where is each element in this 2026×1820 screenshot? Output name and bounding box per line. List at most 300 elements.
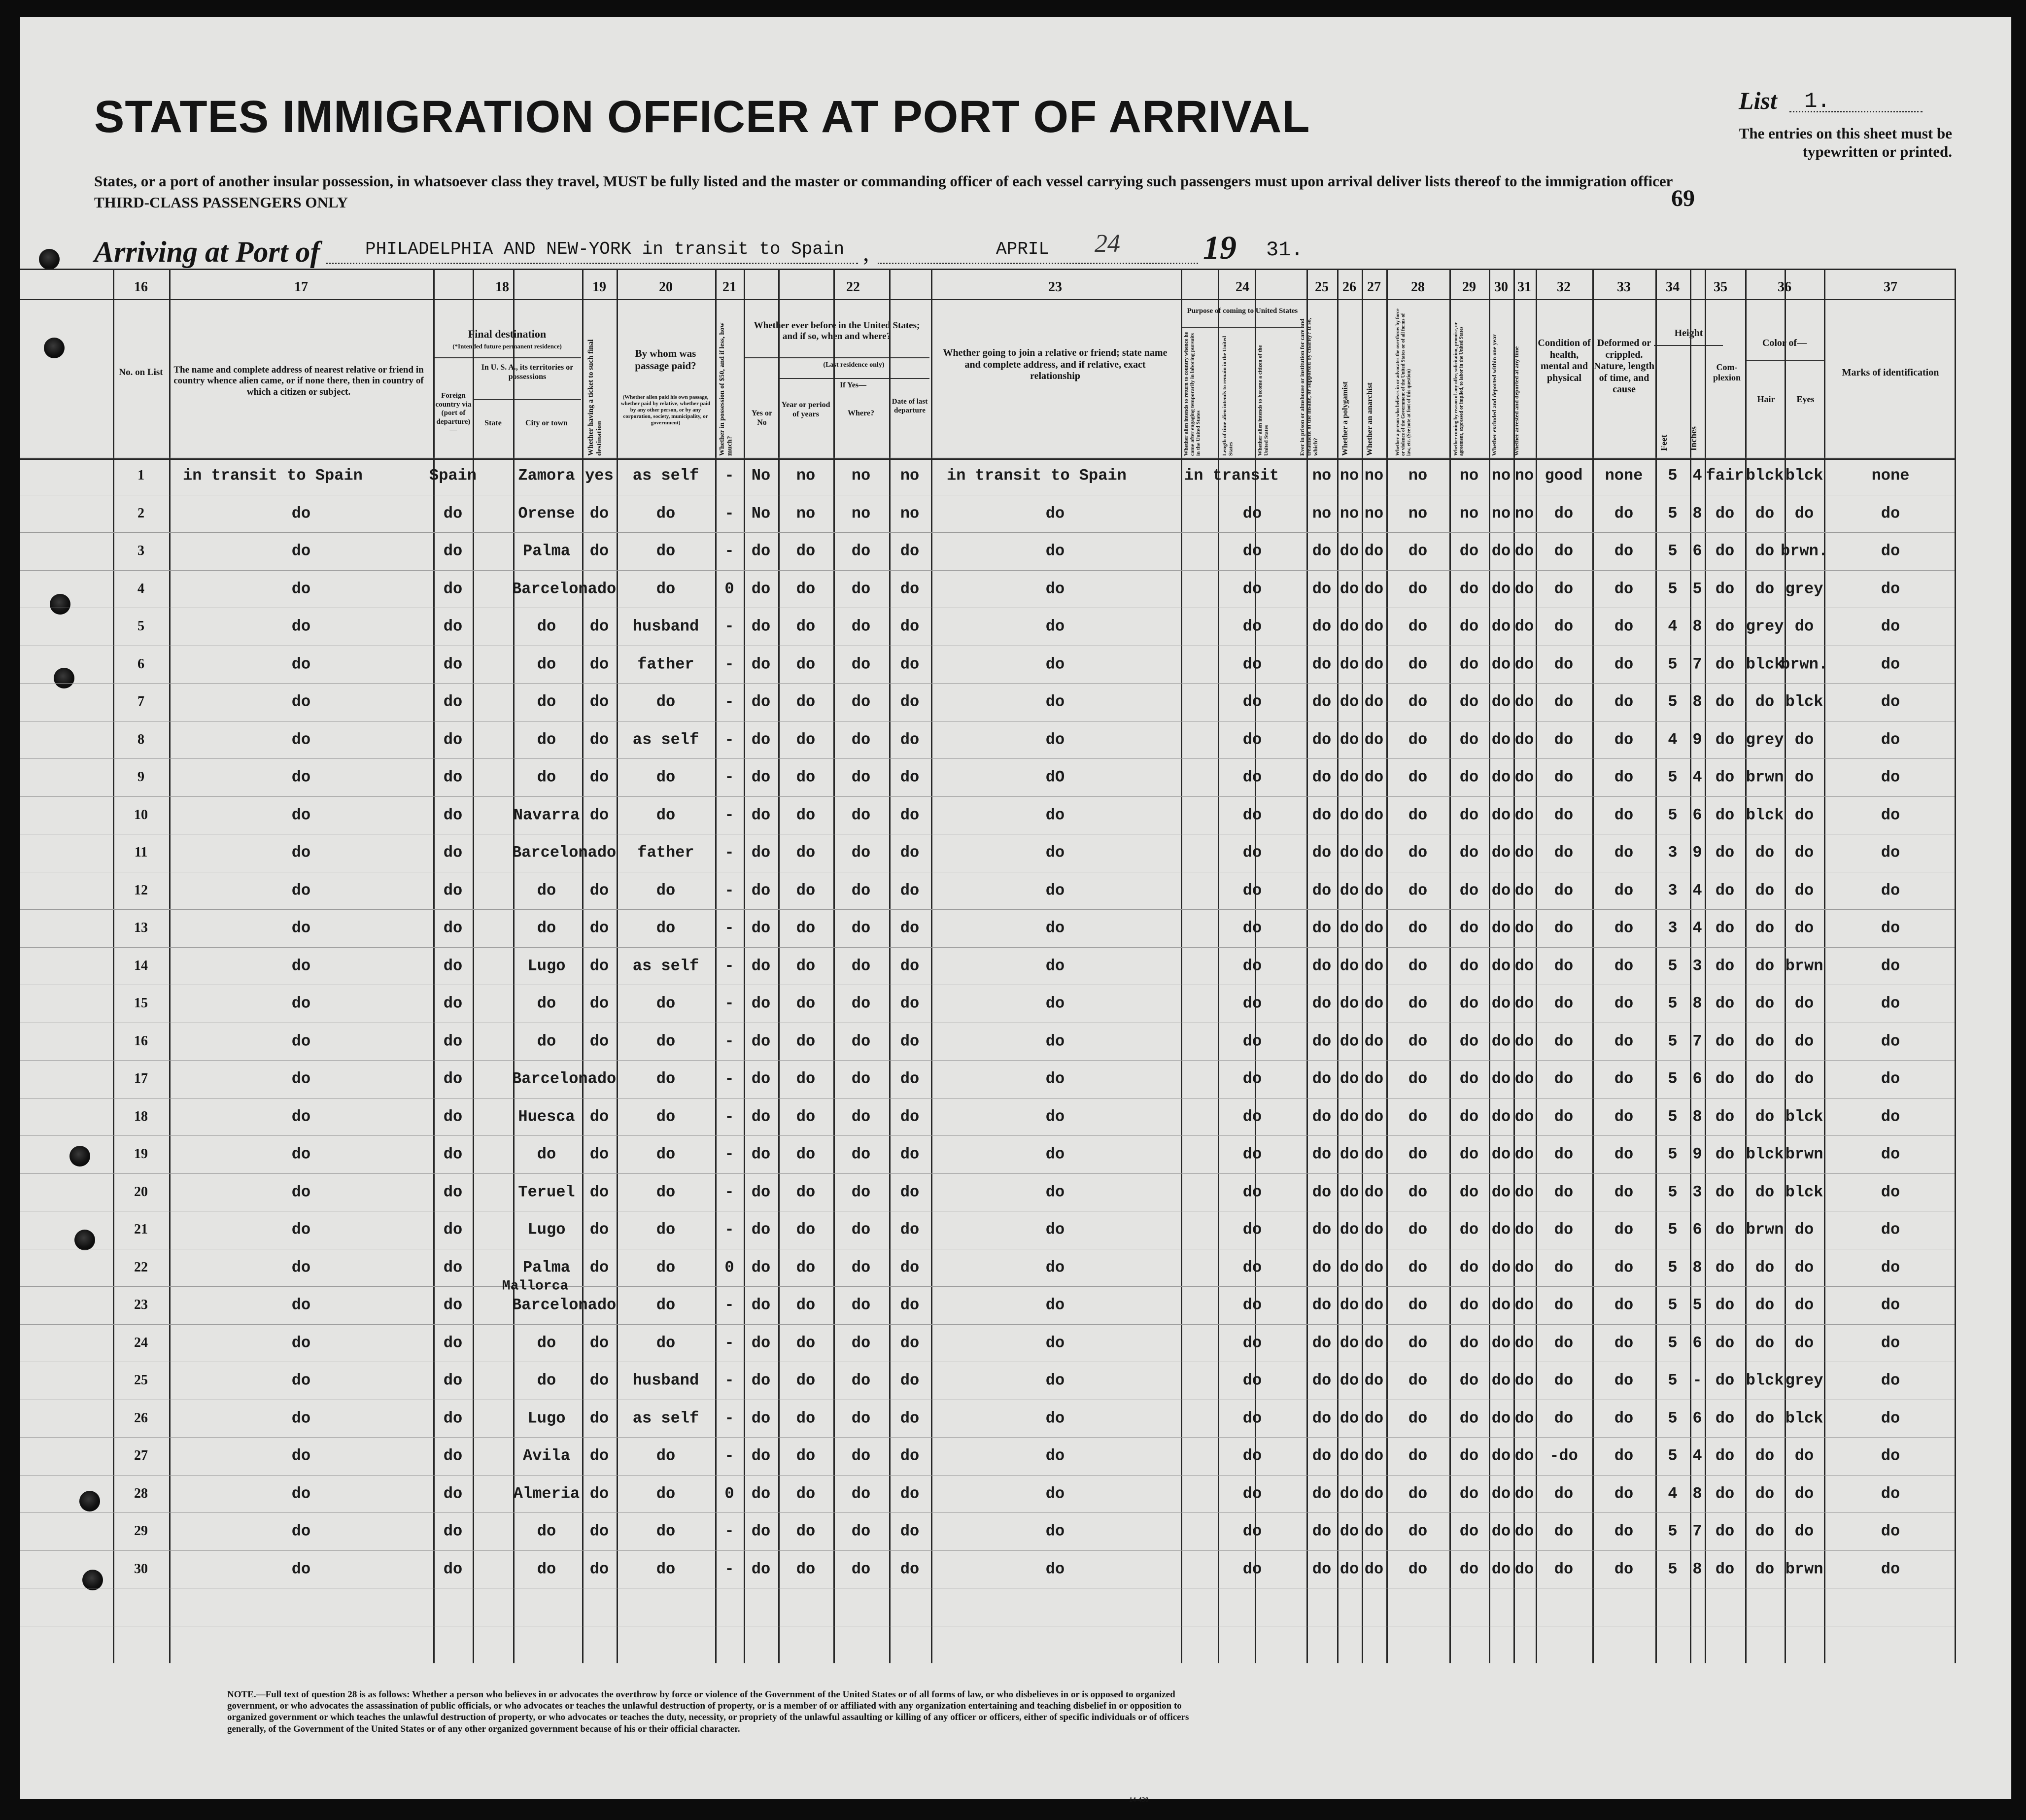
cell-n: 22 bbox=[134, 1259, 148, 1275]
cell-cmp: fair bbox=[1706, 466, 1744, 485]
column-number: 29 bbox=[1462, 279, 1476, 295]
cell-hair: do bbox=[1755, 580, 1775, 598]
row-rule bbox=[20, 1512, 1955, 1513]
cell-c28: do bbox=[1408, 957, 1428, 975]
cell-c25: do bbox=[1312, 1258, 1332, 1276]
cell-yn: do bbox=[751, 1258, 771, 1276]
cell-c26: do bbox=[1339, 1409, 1359, 1427]
column-rule bbox=[1592, 269, 1594, 1663]
cell-fc: do bbox=[443, 1371, 463, 1390]
cell-ft: 5 bbox=[1668, 1145, 1678, 1164]
cell-hair: do bbox=[1755, 1107, 1775, 1126]
binding-hole bbox=[39, 249, 60, 270]
cell-tkt: do bbox=[589, 806, 609, 824]
cell-yn: do bbox=[751, 994, 771, 1013]
cell-city: Barcelonado bbox=[512, 843, 617, 862]
cell-paid: as self bbox=[632, 957, 699, 975]
cell-cmp: do bbox=[1715, 1560, 1735, 1578]
cell-city: Barcelonado bbox=[512, 1069, 617, 1088]
cell-in: 8 bbox=[1692, 1107, 1702, 1126]
cell-marks: do bbox=[1881, 994, 1900, 1013]
cell-ft: 5 bbox=[1668, 1107, 1678, 1126]
cell-paid: as self bbox=[632, 466, 699, 485]
cell-c29: do bbox=[1459, 1446, 1479, 1465]
cell-city: Barcelonado bbox=[512, 1296, 617, 1314]
cell-deform: do bbox=[1614, 542, 1634, 560]
cell-tkt: do bbox=[589, 881, 609, 899]
cell-cmp: do bbox=[1715, 1107, 1735, 1126]
cell-rel: do bbox=[291, 504, 311, 522]
cell-paid: father bbox=[637, 843, 694, 862]
cell-c25: no bbox=[1312, 504, 1332, 522]
cell-paid: do bbox=[656, 1522, 676, 1541]
cell-fc: do bbox=[443, 1069, 463, 1088]
cell-wh: no bbox=[851, 504, 871, 522]
cell-city: Huesca bbox=[518, 1107, 575, 1126]
cell-c26: do bbox=[1339, 994, 1359, 1013]
cell-c25: do bbox=[1312, 1371, 1332, 1390]
cell-c27: do bbox=[1364, 1145, 1384, 1164]
cell-fc: do bbox=[443, 1446, 463, 1465]
header-marks: Marks of identification bbox=[1842, 367, 1939, 378]
cell-c30: do bbox=[1491, 1258, 1511, 1276]
cell-deform: do bbox=[1614, 806, 1634, 824]
cell-tkt: do bbox=[589, 1145, 609, 1164]
cell-c27: do bbox=[1364, 1446, 1384, 1465]
cell-hair: do bbox=[1755, 1183, 1775, 1201]
cell-c27: do bbox=[1364, 1069, 1384, 1088]
cell-cmp: do bbox=[1715, 843, 1735, 862]
cell-eyes: blck bbox=[1785, 466, 1823, 485]
cell-n: 12 bbox=[134, 882, 148, 898]
cell-in: 6 bbox=[1692, 542, 1702, 560]
cell-paid: do bbox=[656, 919, 676, 937]
cell-c30: do bbox=[1491, 1183, 1511, 1201]
cell-join: do bbox=[1045, 1183, 1065, 1201]
cell-purp: do bbox=[1242, 957, 1262, 975]
row-rule bbox=[20, 796, 1955, 797]
cell-fc: do bbox=[443, 1107, 463, 1126]
cell-health: -do bbox=[1549, 1446, 1578, 1465]
cell-n: 10 bbox=[134, 807, 148, 823]
cell-fc: do bbox=[443, 1560, 463, 1578]
cell-m50: - bbox=[724, 1220, 734, 1239]
cell-ft: 5 bbox=[1668, 1220, 1678, 1239]
cell-m50: - bbox=[724, 1145, 734, 1164]
cell-cmp: do bbox=[1715, 1371, 1735, 1390]
cell-purp: do bbox=[1242, 1560, 1262, 1578]
cell-n: 28 bbox=[134, 1485, 148, 1501]
cell-yn: do bbox=[751, 1032, 771, 1050]
cell-hair: do bbox=[1755, 919, 1775, 937]
header-yes-or-no: Yes or No bbox=[751, 409, 773, 427]
cell-marks: do bbox=[1881, 1296, 1900, 1314]
cell-dt: do bbox=[900, 1296, 920, 1314]
row-rule bbox=[20, 1135, 1955, 1136]
cell-marks: do bbox=[1881, 542, 1900, 560]
cell-paid: as self bbox=[632, 1409, 699, 1427]
cell-dt: do bbox=[900, 580, 920, 598]
column-rule bbox=[169, 269, 171, 1663]
cell-dt: do bbox=[900, 655, 920, 673]
cell-c26: do bbox=[1339, 1107, 1359, 1126]
cell-health: do bbox=[1554, 768, 1574, 787]
cell-c29: do bbox=[1459, 768, 1479, 787]
cell-hair: do bbox=[1755, 994, 1775, 1013]
cell-hair: do bbox=[1755, 504, 1775, 522]
cell-wh: do bbox=[851, 1484, 871, 1503]
usa-subrule bbox=[474, 399, 581, 400]
cell-yn: do bbox=[751, 1145, 771, 1164]
cell-tkt: do bbox=[589, 542, 609, 560]
cell-c31: do bbox=[1514, 730, 1534, 749]
cell-ft: 5 bbox=[1668, 466, 1678, 485]
cell-marks: do bbox=[1881, 1560, 1900, 1578]
cell-paid: do bbox=[656, 806, 676, 824]
cell-c31: do bbox=[1514, 692, 1534, 711]
cell-eyes: do bbox=[1794, 806, 1814, 824]
header-nearest-relative: The name and complete address of nearest relative or friend in country whence alien came, or if none there, then in country of which a citizen or subject. bbox=[173, 365, 424, 397]
cell-c25: do bbox=[1312, 1220, 1332, 1239]
header-joining-relative: Whether going to join a relative or friend; state name and complete address, and if relative, exact relationship bbox=[943, 347, 1168, 382]
cell-hair: do bbox=[1755, 957, 1775, 975]
cell-yr: do bbox=[796, 806, 816, 824]
cell-paid: do bbox=[656, 768, 676, 787]
cell-rel: do bbox=[291, 1069, 311, 1088]
cell-c26: do bbox=[1339, 692, 1359, 711]
cell-n: 27 bbox=[134, 1448, 148, 1463]
cell-n: 4 bbox=[137, 581, 144, 596]
row-rule bbox=[20, 758, 1955, 759]
cell-c28: do bbox=[1408, 843, 1428, 862]
cell-c26: do bbox=[1339, 617, 1359, 636]
cell-join: do bbox=[1045, 881, 1065, 899]
header-deformed: Deformed or crippled. Nature, length of time, and cause bbox=[1594, 338, 1654, 395]
cell-wh: do bbox=[851, 994, 871, 1013]
cell-eyes: blck bbox=[1785, 1183, 1823, 1201]
cell-city: Avila bbox=[522, 1446, 571, 1465]
cell-dt: do bbox=[900, 806, 920, 824]
cell-wh: do bbox=[851, 1409, 871, 1427]
cell-m50: - bbox=[724, 806, 734, 824]
cell-purp: do bbox=[1242, 1183, 1262, 1201]
cell-eyes: do bbox=[1794, 994, 1814, 1013]
cell-c29: do bbox=[1459, 1522, 1479, 1541]
column-rule bbox=[582, 269, 584, 1663]
cell-n: 14 bbox=[134, 958, 148, 973]
cell-yr: do bbox=[796, 1220, 816, 1239]
cell-n: 24 bbox=[134, 1335, 148, 1350]
cell-c30: do bbox=[1491, 1107, 1511, 1126]
cell-c30: do bbox=[1491, 1446, 1511, 1465]
cell-rel: do bbox=[291, 843, 311, 862]
cell-in: 8 bbox=[1692, 1484, 1702, 1503]
column-number: 26 bbox=[1342, 279, 1356, 295]
cell-eyes: brwn bbox=[1785, 957, 1823, 975]
cell-dt: do bbox=[900, 1107, 920, 1126]
cell-c25: do bbox=[1312, 1560, 1332, 1578]
cell-wh: do bbox=[851, 1522, 871, 1541]
cell-dt: do bbox=[900, 542, 920, 560]
cell-dt: do bbox=[900, 1522, 920, 1541]
cell-wh: do bbox=[851, 1446, 871, 1465]
cell-tkt: do bbox=[589, 919, 609, 937]
cell-city: do bbox=[537, 617, 556, 636]
cell-fc: do bbox=[443, 692, 463, 711]
cell-rel: do bbox=[291, 1484, 311, 1503]
column-number: 17 bbox=[294, 279, 308, 295]
cell-city: Lugo bbox=[527, 957, 566, 975]
cell-c28: do bbox=[1408, 1220, 1428, 1239]
cell-health: do bbox=[1554, 919, 1574, 937]
cell-join: do bbox=[1045, 1334, 1065, 1352]
header-labor-offer: Whether coming by reason of any offer, solicitation, promise, or agreement, expressed or implied, to labor in the United States bbox=[1453, 322, 1465, 456]
cell-eyes: do bbox=[1794, 1258, 1814, 1276]
cell-eyes: blck bbox=[1785, 1107, 1823, 1126]
cell-dt: do bbox=[900, 994, 920, 1013]
cell-yn: do bbox=[751, 655, 771, 673]
cell-in: 8 bbox=[1692, 617, 1702, 636]
cell-purp: do bbox=[1242, 1145, 1262, 1164]
port-rule bbox=[326, 263, 858, 264]
cell-deform: do bbox=[1614, 692, 1634, 711]
cell-deform: do bbox=[1614, 1032, 1634, 1050]
cell-marks: do bbox=[1881, 1522, 1900, 1541]
cell-health: do bbox=[1554, 1522, 1574, 1541]
cell-n: 6 bbox=[137, 656, 144, 672]
row-rule bbox=[20, 1437, 1955, 1438]
height-rule bbox=[1654, 345, 1723, 346]
cell-c29: do bbox=[1459, 919, 1479, 937]
cell-join: do bbox=[1045, 580, 1065, 598]
cell-city: do bbox=[537, 1032, 556, 1050]
cell-c30: do bbox=[1491, 655, 1511, 673]
cell-c29: do bbox=[1459, 1220, 1479, 1239]
cell-n: 16 bbox=[134, 1033, 148, 1049]
cell-ft: 4 bbox=[1668, 1484, 1678, 1503]
cell-yr: do bbox=[796, 881, 816, 899]
cell-deform: do bbox=[1614, 1409, 1634, 1427]
cell-c25: do bbox=[1312, 768, 1332, 787]
cell-yr: do bbox=[796, 919, 816, 937]
cell-c29: no bbox=[1459, 466, 1479, 485]
cell-c28: do bbox=[1408, 1560, 1428, 1578]
cell-c28: do bbox=[1408, 692, 1428, 711]
cell-tkt: do bbox=[589, 1522, 609, 1541]
cell-c25: do bbox=[1312, 1296, 1332, 1314]
cell-c25: do bbox=[1312, 1522, 1332, 1541]
cell-tkt: do bbox=[589, 655, 609, 673]
cell-c30: do bbox=[1491, 1032, 1511, 1050]
cell-c26: do bbox=[1339, 1145, 1359, 1164]
cell-in: 6 bbox=[1692, 1069, 1702, 1088]
cell-tkt: do bbox=[589, 994, 609, 1013]
cell-hair: do bbox=[1755, 1296, 1775, 1314]
cell-cmp: do bbox=[1715, 919, 1735, 937]
cell-wh: do bbox=[851, 730, 871, 749]
cell-cmp: do bbox=[1715, 1183, 1735, 1201]
cell-in: 4 bbox=[1692, 768, 1702, 787]
cell-purp: do bbox=[1242, 1032, 1262, 1050]
cell-yr: do bbox=[796, 1560, 816, 1578]
cell-paid: do bbox=[656, 1220, 676, 1239]
cell-hair: do bbox=[1755, 881, 1775, 899]
cell-join: do bbox=[1045, 1296, 1065, 1314]
cell-c28: do bbox=[1408, 1371, 1428, 1390]
cell-paid: do bbox=[656, 1484, 676, 1503]
cell-ft: 5 bbox=[1668, 1446, 1678, 1465]
cell-in: 6 bbox=[1692, 1334, 1702, 1352]
cell-c31: do bbox=[1514, 1409, 1534, 1427]
cell-cmp: do bbox=[1715, 1032, 1735, 1050]
cell-tkt: yes bbox=[585, 466, 614, 485]
cell-rel: do bbox=[291, 881, 311, 899]
cell-paid: do bbox=[656, 1032, 676, 1050]
cell-c28: do bbox=[1408, 655, 1428, 673]
cell-c29: do bbox=[1459, 1560, 1479, 1578]
cell-c29: do bbox=[1459, 1258, 1479, 1276]
cell-purp: in transit bbox=[1184, 466, 1279, 485]
cell-c29: do bbox=[1459, 1069, 1479, 1088]
cell-hair: do bbox=[1755, 1069, 1775, 1088]
cell-ft: 5 bbox=[1668, 1069, 1678, 1088]
cell-c26: do bbox=[1339, 919, 1359, 937]
cell-hair: do bbox=[1755, 692, 1775, 711]
cell-c29: do bbox=[1459, 692, 1479, 711]
column-number: 20 bbox=[659, 279, 673, 295]
cell-paid: husband bbox=[632, 1371, 699, 1390]
page-title: STATES IMMIGRATION OFFICER AT PORT OF ARRIVAL bbox=[94, 92, 1310, 142]
cell-deform: do bbox=[1614, 1560, 1634, 1578]
cell-purp: do bbox=[1242, 1522, 1262, 1541]
cell-rel: do bbox=[291, 1258, 311, 1276]
cell-ft: 5 bbox=[1668, 1522, 1678, 1541]
row-rule bbox=[20, 1475, 1955, 1476]
cell-city: do bbox=[537, 1145, 556, 1164]
cell-c26: no bbox=[1339, 504, 1359, 522]
cell-m50: 0 bbox=[724, 1258, 734, 1276]
cell-paid: do bbox=[656, 580, 676, 598]
header-ticket: Whether having a ticket to such final destination bbox=[587, 339, 603, 456]
cell-m50: 0 bbox=[724, 1484, 734, 1503]
cell-yn: do bbox=[751, 542, 771, 560]
cell-c31: do bbox=[1514, 1371, 1534, 1390]
cell-n: 7 bbox=[137, 694, 144, 709]
cell-c25: do bbox=[1312, 1145, 1332, 1164]
cell-c28: do bbox=[1408, 1409, 1428, 1427]
cell-yn: do bbox=[751, 1296, 771, 1314]
cell-marks: do bbox=[1881, 1069, 1900, 1088]
cell-cmp: do bbox=[1715, 730, 1735, 749]
cell-fc: do bbox=[443, 881, 463, 899]
cell-rel: do bbox=[291, 1409, 311, 1427]
cell-tkt: do bbox=[589, 1107, 609, 1126]
cell-join: do bbox=[1045, 504, 1065, 522]
cell-yn: No bbox=[751, 466, 771, 485]
cell-city: do bbox=[537, 692, 556, 711]
cell-yn: No bbox=[751, 504, 771, 522]
cell-eyes: brwn. bbox=[1780, 542, 1828, 560]
cell-in: 7 bbox=[1692, 1032, 1702, 1050]
cell-health: do bbox=[1554, 692, 1574, 711]
cell-paid: do bbox=[656, 1446, 676, 1465]
cell-yn: do bbox=[751, 1560, 771, 1578]
cell-purp: do bbox=[1242, 1258, 1262, 1276]
cell-paid: do bbox=[656, 692, 676, 711]
cell-wh: do bbox=[851, 1334, 871, 1352]
cell-c28: do bbox=[1408, 768, 1428, 787]
cell-in: 4 bbox=[1692, 881, 1702, 899]
header-arrested: Whether arrested and deported at any time bbox=[1513, 346, 1520, 456]
column-number: 30 bbox=[1494, 279, 1508, 295]
row-rule bbox=[20, 1060, 1955, 1061]
cell-c25: do bbox=[1312, 957, 1332, 975]
header-bottom-rule bbox=[20, 458, 1955, 460]
cell-in: 6 bbox=[1692, 806, 1702, 824]
cell-c30: do bbox=[1491, 580, 1511, 598]
cell-tkt: do bbox=[589, 768, 609, 787]
cell-paid: husband bbox=[632, 617, 699, 636]
cell-join: do bbox=[1045, 1220, 1065, 1239]
column-rule bbox=[1449, 269, 1451, 1663]
cell-join: do bbox=[1045, 1069, 1065, 1088]
cell-ft: 5 bbox=[1668, 1560, 1678, 1578]
cell-c29: do bbox=[1459, 1371, 1479, 1390]
cell-health: do bbox=[1554, 580, 1574, 598]
cell-c31: do bbox=[1514, 881, 1534, 899]
cell-health: do bbox=[1554, 1069, 1574, 1088]
cell-paid: do bbox=[656, 1107, 676, 1126]
cell-rel: do bbox=[291, 1220, 311, 1239]
cell-c26: do bbox=[1339, 1484, 1359, 1503]
cell-c27: do bbox=[1364, 881, 1384, 899]
cell-yn: do bbox=[751, 957, 771, 975]
cell-deform: do bbox=[1614, 994, 1634, 1013]
cell-yn: do bbox=[751, 881, 771, 899]
cell-fc: do bbox=[443, 1145, 463, 1164]
cell-c31: do bbox=[1514, 655, 1534, 673]
cell-hair: do bbox=[1755, 1409, 1775, 1427]
cell-c29: do bbox=[1459, 994, 1479, 1013]
cell-city: Navarra bbox=[513, 806, 580, 824]
cell-health: good bbox=[1545, 466, 1583, 485]
cell-dt: do bbox=[900, 843, 920, 862]
cell-join: dO bbox=[1045, 768, 1065, 787]
cell-n: 15 bbox=[134, 996, 148, 1011]
cell-deform: do bbox=[1614, 1522, 1634, 1541]
cell-wh: do bbox=[851, 1145, 871, 1164]
cell-yn: do bbox=[751, 1446, 771, 1465]
cell-yn: do bbox=[751, 1334, 771, 1352]
cell-yn: do bbox=[751, 768, 771, 787]
cell-fc: do bbox=[443, 1409, 463, 1427]
cell-yn: do bbox=[751, 580, 771, 598]
cell-c29: do bbox=[1459, 806, 1479, 824]
cell-n: 1 bbox=[137, 468, 144, 483]
cell-c25: do bbox=[1312, 1107, 1332, 1126]
cell-yn: do bbox=[751, 1484, 771, 1503]
cell-fc: do bbox=[443, 919, 463, 937]
cell-dt: do bbox=[900, 1183, 920, 1201]
cell-c31: do bbox=[1514, 1446, 1534, 1465]
cell-paid: do bbox=[656, 994, 676, 1013]
cell-c26: do bbox=[1339, 881, 1359, 899]
cell-health: do bbox=[1554, 881, 1574, 899]
cell-join: do bbox=[1045, 919, 1065, 937]
cell-n: 11 bbox=[134, 845, 148, 860]
manifest-table bbox=[20, 269, 1955, 1663]
cell-n: 2 bbox=[137, 505, 144, 521]
